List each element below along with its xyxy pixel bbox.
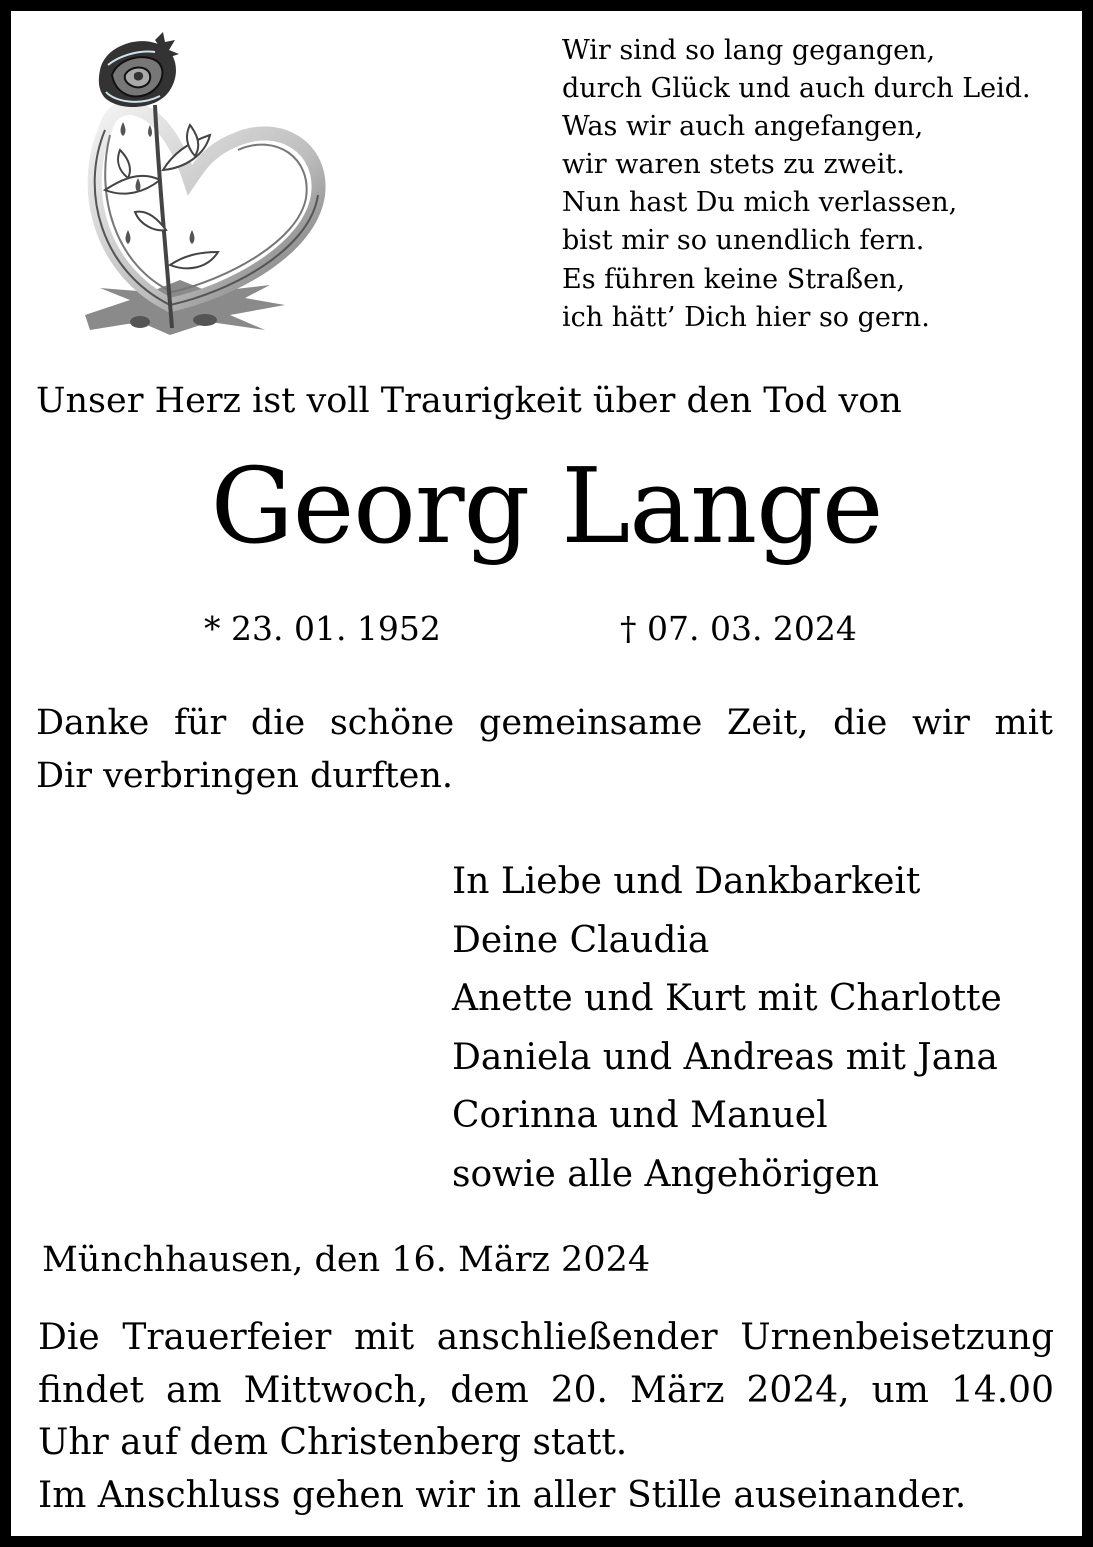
- deceased-name: Georg Lange: [210, 445, 883, 567]
- rose-head: [99, 32, 179, 107]
- birth-date: * 23. 01. 1952: [204, 609, 441, 648]
- intro-text: Unser Herz ist voll Traurigkeit über den Tod von: [36, 381, 902, 421]
- poem-line: bist mir so unendlich fern.: [562, 225, 925, 257]
- heart-rose-icon: [60, 30, 340, 365]
- thanks-text: [36, 697, 1053, 803]
- poem-line: Wir sind so lang gegangen,: [562, 35, 936, 66]
- signer-line: sowie alle Angehörigen: [452, 1153, 880, 1195]
- poem-line: ich hätt’ Dich hier so gern.: [562, 301, 930, 333]
- memorial-poem: [562, 32, 1031, 337]
- service-line: Die Trauerfeier mit anschließender Urnenbeisetzung: [38, 1317, 1054, 1358]
- signer-line: In Liebe und Dankbarkeit: [452, 861, 921, 902]
- signer-line: Deine Claudia: [452, 919, 710, 961]
- service-line: Im Anschluss gehen wir in aller Stille auseinander.: [38, 1475, 967, 1517]
- death-date: † 07. 03. 2024: [620, 609, 857, 648]
- signer-line: Corinna und Manuel: [452, 1095, 828, 1137]
- poem-line: Was wir auch angefangen,: [562, 111, 924, 143]
- place-date: Münchhausen, den 16. März 2024: [42, 1240, 651, 1280]
- signers-list: [452, 853, 1002, 1205]
- poem-line: durch Glück und auch durch Leid.: [562, 73, 1031, 105]
- service-line: findet am Mittwoch, dem 20. März 2024, um 14.00: [38, 1369, 1054, 1411]
- thanks-line: Dir verbringen durften.: [36, 756, 454, 796]
- poem-line: wir waren stets zu zweit.: [562, 149, 905, 181]
- signer-line: Anette und Kurt mit Charlotte: [452, 978, 1002, 1020]
- poem-line: Es führen keine Straßen,: [562, 263, 906, 295]
- signer-line: Daniela und Andreas mit Jana: [452, 1036, 998, 1078]
- service-line: Uhr auf dem Christenberg statt.: [38, 1422, 628, 1464]
- thanks-line: Danke für die schöne gemeinsame Zeit, die wir mit: [36, 703, 1053, 743]
- poem-line: Nun hast Du mich verlassen,: [562, 187, 958, 219]
- service-info: [38, 1312, 1054, 1523]
